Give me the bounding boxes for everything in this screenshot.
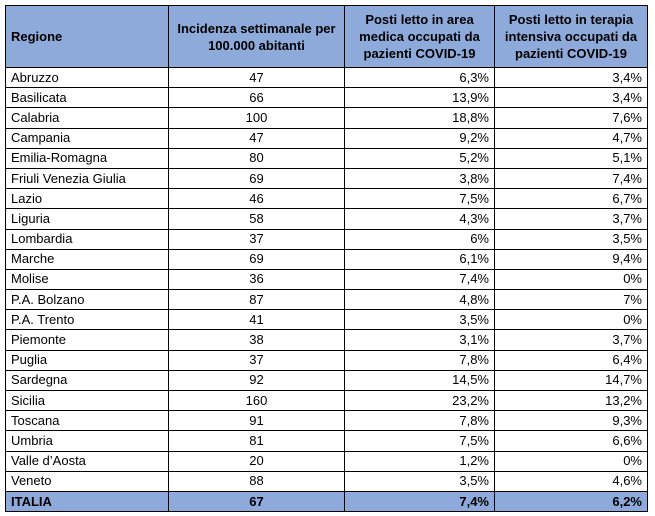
intensive-cell: 6,6% — [495, 431, 648, 451]
incidence-cell: 38 — [169, 330, 345, 350]
intensive-cell: 14,7% — [495, 370, 648, 390]
intensive-cell: 7,6% — [495, 108, 648, 128]
total-incidence: 67 — [169, 491, 345, 511]
intensive-cell: 3,5% — [495, 229, 648, 249]
intensive-cell: 9,3% — [495, 411, 648, 431]
table-body — [6, 68, 648, 512]
incidence-cell: 80 — [169, 148, 345, 168]
region-cell: Marche — [6, 249, 169, 269]
intensive-cell: 13,2% — [495, 391, 648, 411]
table-row — [6, 168, 648, 188]
table-row — [6, 229, 648, 249]
incidence-cell: 87 — [169, 290, 345, 310]
region-cell: Veneto — [6, 471, 169, 491]
intensive-cell: 0% — [495, 310, 648, 330]
table-row — [6, 411, 648, 431]
incidence-cell: 88 — [169, 471, 345, 491]
header-intensive-beds: Posti letto in terapia intensiva occupati da pazienti COVID-19 — [495, 6, 648, 68]
region-cell: Umbria — [6, 431, 169, 451]
incidence-cell: 20 — [169, 451, 345, 471]
medical-cell: 13,9% — [345, 88, 495, 108]
medical-cell: 7,5% — [345, 431, 495, 451]
incidence-cell: 37 — [169, 229, 345, 249]
region-cell: Valle d’Aosta — [6, 451, 169, 471]
region-cell: Puglia — [6, 350, 169, 370]
region-cell: Sardegna — [6, 370, 169, 390]
table-row — [6, 249, 648, 269]
header-region: Regione — [6, 6, 169, 68]
region-cell: Abruzzo — [6, 68, 169, 88]
region-cell: Friuli Venezia Giulia — [6, 168, 169, 188]
medical-cell: 7,4% — [345, 269, 495, 289]
incidence-cell: 92 — [169, 370, 345, 390]
intensive-cell: 7% — [495, 290, 648, 310]
medical-cell: 4,8% — [345, 290, 495, 310]
total-medical: 7,4% — [345, 491, 495, 511]
incidence-cell: 69 — [169, 168, 345, 188]
medical-cell: 4,3% — [345, 209, 495, 229]
table-row — [6, 290, 648, 310]
region-cell: Basilicata — [6, 88, 169, 108]
region-cell: Lazio — [6, 189, 169, 209]
table-row — [6, 189, 648, 209]
table-row — [6, 451, 648, 471]
intensive-cell: 4,7% — [495, 128, 648, 148]
region-cell: Molise — [6, 269, 169, 289]
medical-cell: 3,1% — [345, 330, 495, 350]
incidence-cell: 37 — [169, 350, 345, 370]
total-row — [6, 491, 648, 511]
region-cell: P.A. Trento — [6, 310, 169, 330]
incidence-cell: 36 — [169, 269, 345, 289]
table-row — [6, 209, 648, 229]
region-cell: Sicilia — [6, 391, 169, 411]
table-row — [6, 68, 648, 88]
intensive-cell: 4,6% — [495, 471, 648, 491]
table-row — [6, 471, 648, 491]
table-row — [6, 269, 648, 289]
medical-cell: 3,5% — [345, 310, 495, 330]
region-cell: Emilia-Romagna — [6, 148, 169, 168]
intensive-cell: 5,1% — [495, 148, 648, 168]
intensive-cell: 6,4% — [495, 350, 648, 370]
region-cell: Calabria — [6, 108, 169, 128]
medical-cell: 9,2% — [345, 128, 495, 148]
header-row — [6, 6, 648, 68]
incidence-cell: 91 — [169, 411, 345, 431]
medical-cell: 14,5% — [345, 370, 495, 390]
incidence-cell: 81 — [169, 431, 345, 451]
table-row — [6, 431, 648, 451]
medical-cell: 6,1% — [345, 249, 495, 269]
medical-cell: 1,2% — [345, 451, 495, 471]
table-row — [6, 370, 648, 390]
medical-cell: 6% — [345, 229, 495, 249]
table-row — [6, 128, 648, 148]
region-cell: Piemonte — [6, 330, 169, 350]
incidence-cell: 46 — [169, 189, 345, 209]
intensive-cell: 0% — [495, 451, 648, 471]
incidence-cell: 58 — [169, 209, 345, 229]
intensive-cell: 7,4% — [495, 168, 648, 188]
intensive-cell: 6,7% — [495, 189, 648, 209]
region-cell: Campania — [6, 128, 169, 148]
intensive-cell: 3,7% — [495, 330, 648, 350]
covid-regions-table — [5, 5, 648, 512]
intensive-cell: 3,4% — [495, 68, 648, 88]
table-row — [6, 148, 648, 168]
total-intensive: 6,2% — [495, 491, 648, 511]
incidence-cell: 160 — [169, 391, 345, 411]
intensive-cell: 0% — [495, 269, 648, 289]
region-cell: Liguria — [6, 209, 169, 229]
intensive-cell: 3,4% — [495, 88, 648, 108]
table-row — [6, 108, 648, 128]
table-row — [6, 88, 648, 108]
medical-cell: 7,8% — [345, 350, 495, 370]
incidence-cell: 66 — [169, 88, 345, 108]
table-row — [6, 350, 648, 370]
header-medical-beds: Posti letto in area medica occupati da pazienti COVID-19 — [345, 6, 495, 68]
incidence-cell: 69 — [169, 249, 345, 269]
table-row — [6, 310, 648, 330]
region-cell: Lombardia — [6, 229, 169, 249]
header-incidence: Incidenza settimanale per 100.000 abitanti — [169, 6, 345, 68]
medical-cell: 7,5% — [345, 189, 495, 209]
incidence-cell: 41 — [169, 310, 345, 330]
incidence-cell: 47 — [169, 68, 345, 88]
table-row — [6, 391, 648, 411]
medical-cell: 18,8% — [345, 108, 495, 128]
medical-cell: 6,3% — [345, 68, 495, 88]
medical-cell: 3,8% — [345, 168, 495, 188]
table-row — [6, 330, 648, 350]
intensive-cell: 3,7% — [495, 209, 648, 229]
total-region: ITALIA — [6, 491, 169, 511]
incidence-cell: 100 — [169, 108, 345, 128]
medical-cell: 23,2% — [345, 391, 495, 411]
table-header — [6, 6, 648, 68]
region-cell: Toscana — [6, 411, 169, 431]
intensive-cell: 9,4% — [495, 249, 648, 269]
medical-cell: 7,8% — [345, 411, 495, 431]
region-cell: P.A. Bolzano — [6, 290, 169, 310]
incidence-cell: 47 — [169, 128, 345, 148]
medical-cell: 5,2% — [345, 148, 495, 168]
medical-cell: 3,5% — [345, 471, 495, 491]
